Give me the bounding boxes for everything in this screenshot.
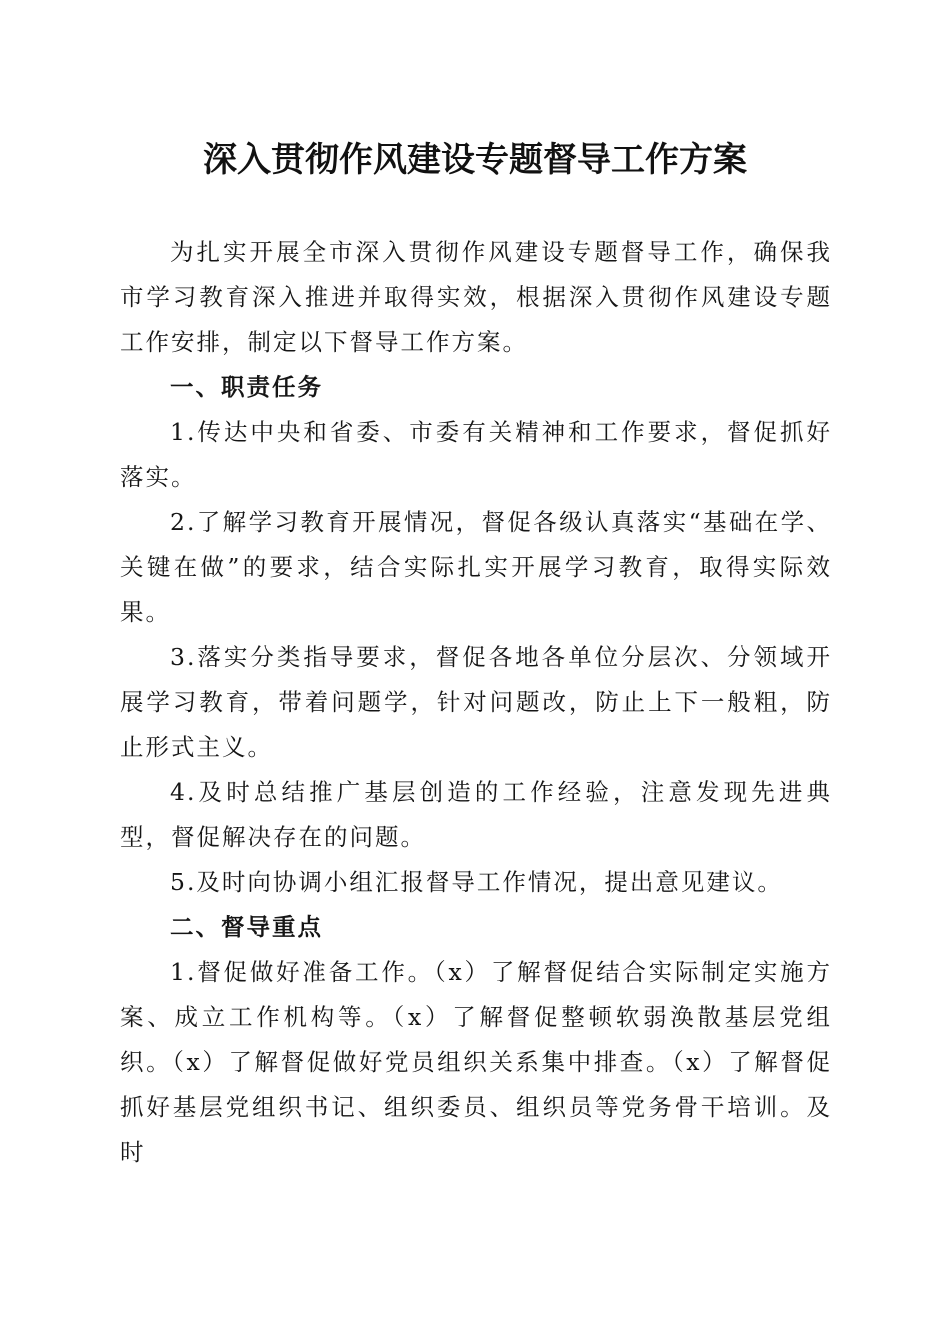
- duty-item-5: 5.及时向协调小组汇报督导工作情况，提出意见建议。: [170, 868, 783, 896]
- focus-item-1: 1.督促做好准备工作。（x）了解督促结合实际制定实施方案、成立工作机构等。（x）了解督促整顿软弱涣散基层党组织。（x）了解督促做好党员组织关系集中排查。（x）了解督促抓好基层党组织书记、组织委员、组织员等党务骨干培训。及时: [120, 958, 832, 1166]
- duty-item-1: 1.传达中央和省委、市委有关精神和工作要求，督促抓好落实。: [120, 418, 832, 491]
- section-heading-duties: 一、职责任务: [170, 373, 323, 401]
- intro-paragraph: 为扎实开展全市深入贯彻作风建设专题督导工作，确保我市学习教育深入推进并取得实效，根据深入贯彻作风建设专题工作安排，制定以下督导工作方案。: [120, 238, 832, 356]
- duty-item-3: 3.落实分类指导要求，督促各地各单位分层次、分领域开展学习教育，带着问题学，针对问题改，防止上下一般粗，防止形式主义。: [120, 643, 832, 761]
- document-title: 深入贯彻作风建设专题督导工作方案: [203, 140, 747, 180]
- duty-item-4: 4.及时总结推广基层创造的工作经验，注意发现先进典型，督促解决存在的问题。: [120, 778, 832, 851]
- document-body: [120, 230, 832, 1175]
- section-heading-focus: 二、督导重点: [170, 913, 323, 941]
- duty-item-2: 2.了解学习教育开展情况，督促各级认真落实“基础在学、关键在做”的要求，结合实际扎实开展学习教育，取得实际效果。: [120, 508, 832, 626]
